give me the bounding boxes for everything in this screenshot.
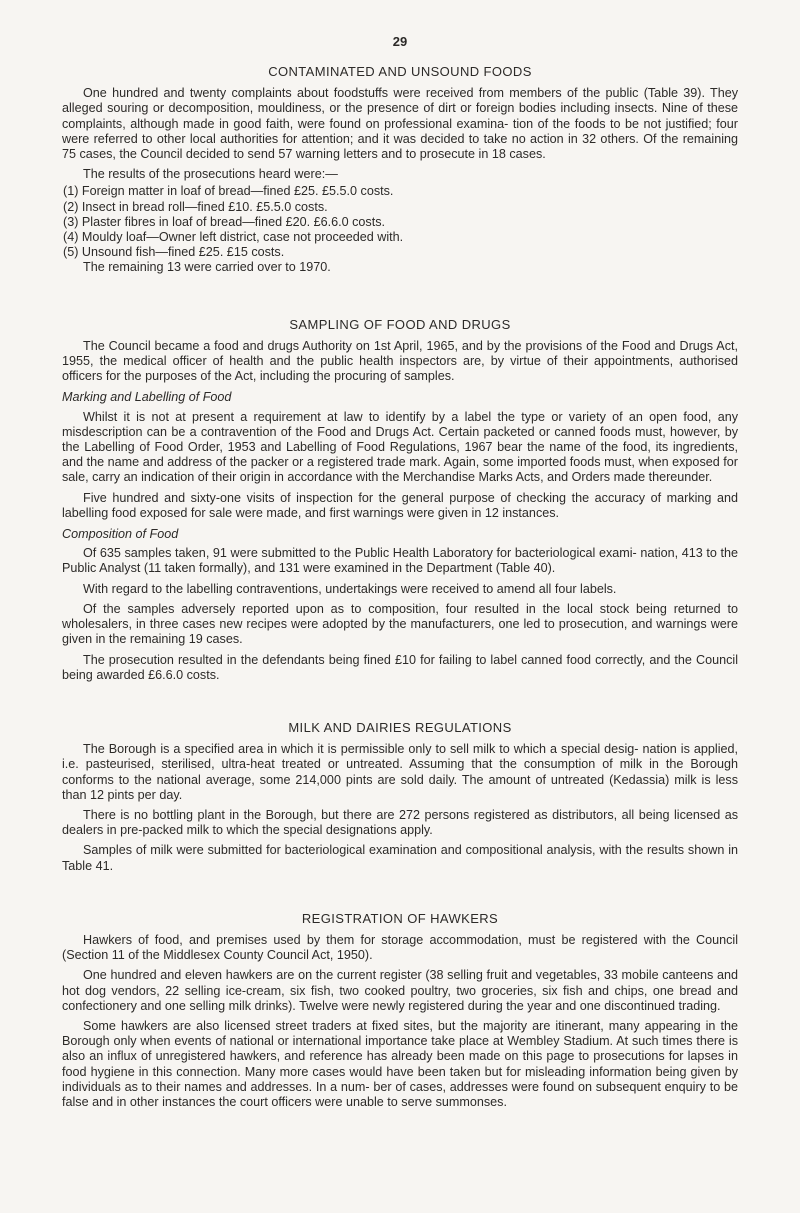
paragraph: There is no bottling plant in the Borough, but there are 272 persons registered as distributors, all being licensed as dealers in pre-packed milk to which the special designations apply. — [62, 807, 738, 838]
paragraph: The remaining 13 were carried over to 1970. — [83, 260, 331, 275]
paragraph: Whilst it is not at present a requirement at law to identify by a label the type or variety of an open food, any misdescription can be a contravention of the Food and Drugs Act. Certain packeted or canned foods must, however, by the Labelling of Food Order, 1953 and Labelling of Food Regulations, 1967 bear the name of the food, its ingredients, and the name and address of the packer or a registered trade mark. Again, some imported foods must, when exposed for sale, carry an indication of their origin in accordance with the Merchandise Marks Acts, and Orders made thereunder. — [62, 409, 738, 485]
section-hawkers — [62, 911, 738, 1110]
document-body — [62, 64, 738, 1115]
paragraph: Samples of milk were submitted for bacteriological examination and compositional analysis, with the results shown in Table 41. — [62, 843, 738, 873]
paragraph: Five hundred and sixty-one visits of inspection for the general purpose of checking the accuracy of marking and labelling food exposed for sale were made, and first warnings were given in 12 instances. — [62, 490, 738, 520]
list-item: (4) Mouldy loaf—Owner left district, case not proceeded with. — [63, 230, 404, 245]
paragraph: Of 635 samples taken, 91 were submitted to the Public Health Laboratory for bacteriological exami- nation, 413 to the Public Analyst (11 taken formally), and 131 were examined in the Department (Table 40). — [62, 546, 738, 576]
section-title: REGISTRATION OF HAWKERS — [301, 910, 499, 926]
page-number: 29 — [392, 34, 408, 49]
paragraph: The Council became a food and drugs Authority on 1st April, 1965, and by the provisions of the Food and Drugs Act, 1955, the medical officer of health and the public health inspectors are, by virtue of their appointments, authorised officers for the purposes of the Act, including the procuring of samples. — [62, 338, 738, 384]
subheading: Marking and Labelling of Food — [62, 390, 232, 405]
section-title: MILK AND DAIRIES REGULATIONS — [288, 719, 512, 735]
subheading: Composition of Food — [62, 527, 179, 542]
paragraph: Hawkers of food, and premises used by them for storage accommodation, must be registered with the Council (Section 11 of the Middlesex County Council Act, 1950). — [62, 932, 738, 963]
section-sampling — [62, 317, 738, 683]
paragraph: Of the samples adversely reported upon as to composition, four resulted in the local stock being returned to wholesalers, in three cases new recipes were adopted by the manufacturers, one led to prosecution, and warnings were given in the remaining 19 cases. — [62, 601, 738, 647]
section-milk — [62, 720, 738, 874]
paragraph: One hundred and twenty complaints about foodstuffs were received from members of the public (Table 39). They alleged souring or decomposition, mouldiness, or the presence of dirt or foreign bodies including insects. Nine of these complaints, although made in good faith, were found on professional examina- tion of the foods to be not justified; four were referred to other local authorities for attention; and it was decided to take no action in 32 others. Of the remaining 75 cases, the Council decided to send 57 warning letters and to prosecute in 18 cases. — [62, 86, 738, 162]
list-item: (2) Insect in bread roll—fined £10. £5.5.0 costs. — [63, 199, 328, 214]
section-title: CONTAMINATED AND UNSOUND FOODS — [268, 64, 532, 79]
paragraph: The Borough is a specified area in which it is permissible only to sell milk to which a special desig- nation is applied, i.e. pasteurised, sterilised, ultra-heat treated or untreated. Assuming that the consumption of milk in the Borough conforms to the national average, some 214,000 pints are sold daily. The amount of untreated (Kedassia) milk is less than 12 pints per day. — [62, 742, 738, 802]
list-item: (1) Foreign matter in loaf of bread—fined £25. £5.5.0 costs. — [63, 184, 394, 199]
spacer — [62, 879, 738, 911]
spacer — [62, 281, 738, 317]
prosecution-list — [62, 184, 738, 260]
paragraph: The prosecution resulted in the defendants being fined £10 for failing to label canned food correctly, and the Council being awarded £6.6.0 costs. — [62, 652, 738, 682]
paragraph: With regard to the labelling contraventions, undertakings were received to amend all four labels. — [83, 581, 617, 596]
paragraph: The results of the prosecutions heard were:— — [83, 167, 338, 182]
paragraph: Some hawkers are also licensed street traders at fixed sites, but the majority are itinerant, many appearing in the Borough only when events of national or international importance take place at Wembley Stadium. At such times there is also an influx of unregistered hawkers, and reference has already been made on this page to prosecutions for lapses in food hygiene in this connection. Many more cases would have been taken but for misleading information being given by individuals as to their names and addresses. In a num- ber of cases, addresses were found on subsequent enquiry to be false and in other instances the court officers were unable to serve summonses. — [62, 1018, 738, 1109]
section-title: SAMPLING OF FOOD AND DRUGS — [289, 316, 511, 332]
paragraph: One hundred and eleven hawkers are on the current register (38 selling fruit and vegetables, 33 mobile canteens and hot dog vendors, 22 selling ice-cream, six fish, two cooked poultry, two groceries, six fish and chips, one bread and confectionery and one selling milk drinks). Twelve were newly registered during the year and one discontinued trading. — [62, 968, 738, 1013]
list-item: (5) Unsound fish—fined £25. £15 costs. — [63, 245, 285, 260]
section-contaminated-foods — [62, 64, 738, 276]
spacer — [62, 688, 738, 720]
list-item: (3) Plaster fibres in loaf of bread—fined £20. £6.6.0 costs. — [63, 214, 386, 229]
